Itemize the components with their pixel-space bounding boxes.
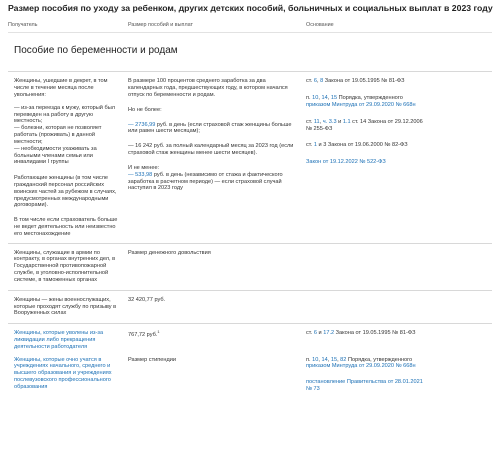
recipient-link[interactable]: Женщины, которые очно учатся в учреждениях начального, среднего и высшего образования и учреждениях послевузовского профессионального образования [14,356,112,390]
amount-text: — 16 242 руб. за полный календарный месяц за 2023 год (если страховой стаж женщины менее шести месяцев). [128,143,294,157]
basis-text [306,159,426,166]
amount-cell [128,250,298,284]
order-point-link[interactable]: 15 [330,95,338,102]
table-header [8,22,492,34]
column-header-amount: Размер пособий и выплат [128,21,193,28]
recipient-text: — необходимости ухаживать за больными членами семьи или инвалидами I группы [14,145,97,166]
basis-text: п. 10, 14, 15 Порядка, утвержденного приказом Минтруда от 29.09.2020 № 668н [306,95,416,109]
law-article-link[interactable]: 8 [320,78,324,85]
law-article-link[interactable]: 6 [313,78,317,85]
amount-text: В размере 100 процентов среднего заработка за два календарных года, предшествующих году, в котором начался отпуск по беременности и родам. [128,78,288,99]
table-row [8,290,492,323]
order-point-link[interactable]: 10 [312,356,319,363]
basis-cell [306,250,426,284]
amount-text: Но не более: [128,106,162,113]
recipient-text: — болезни, которая не позволяет работать (проживать) в данной местности; [14,125,102,145]
basis-cell [306,297,426,317]
recipient-cell [8,357,120,393]
column-header-recipient: Получатель [8,21,38,28]
basis-text: п. 10, 14, 15, 82 Порядка, утвержденного приказом Минтруда от 29.09.2020 № 668н [306,356,416,370]
amount-text: — 2736,99 руб. в день (если страховой стаж женщины больше или равен шести месяцам); [128,121,292,135]
page-title: Размер пособия по уходу за ребенком, других детских пособий, больничных и социальных выплат в 2023 году [8,3,493,13]
recipient-text: — из-за переезда к мужу, который был переведен на работу в другую местность; [14,104,115,125]
basis-text: ст. 1 и 3 Закона от 19.06.2000 № 82-ФЗ [306,142,408,149]
max-daily-amount-link[interactable]: — 2736,99 [128,121,156,128]
basis-text: ст. 11, ч. 3.3 и 1.1 ст. 14 Закона от 29.12.2006 № 255-ФЗ [306,118,423,132]
table-row [8,71,492,242]
recipient-text: В том числе если страхователь больше не ведет деятельность или неизвестно его местонахождение [14,217,118,237]
basis-text: ст. 6 и 17.2 Закона от 19.05.1995 № 81-ФЗ [306,330,416,337]
recipient-text: Работающие женщины (в том числе гражданский персонал российских воинских частей за рубежом в случаях, предусмотренных международными договорами). [14,175,117,209]
law-link[interactable]: Закон от 19.12.2022 № 522-ФЗ [306,159,386,166]
amount-cell [128,357,298,393]
order-point-link[interactable]: 10 [312,95,319,102]
basis-cell [306,78,426,237]
recipient-link[interactable]: Женщины, которые уволены из-за ликвидации либо прекращения деятельности работодателя [14,330,104,350]
order-point-link[interactable]: 82 [340,356,347,363]
recipient-cell [8,78,120,237]
table-row [8,243,492,290]
table-row [8,356,492,398]
law-article-link[interactable]: 11 [313,118,320,125]
amount-text: Размер стипендии [128,356,177,363]
amount-text: — 533,98 руб. в день (независимо от стажа и фактического заработка в расчетном периоде) — если страховой случай наступил в 2023 году [128,171,283,192]
mintrud-order-link[interactable]: приказом Минтруда от 29.09.2020 № 668н [306,102,416,109]
order-point-link[interactable]: 15 [330,356,338,363]
amount-text: 32 420,77 руб. [128,296,166,303]
basis-text [306,379,426,393]
min-daily-amount-link[interactable]: — 533,98 [128,171,153,178]
recipient-text: Женщины, служащие в армии по контракту, в органах внутренних дел, в Государственной противопожарной службе, в уголовно-исполнительной системе, в таможенных органах [14,249,116,283]
order-point-link[interactable]: 14 [321,95,328,102]
recipient-text: Женщины — жены военнослужащих, которые проходят службу по призыву в Вооруженных силах [14,296,117,317]
law-article-link[interactable]: 1.1 [342,118,351,125]
law-article-link[interactable]: 17.2 [323,330,335,337]
amount-cell [128,330,298,350]
government-decree-link[interactable]: постановление Правительства от 28.01.2021 № 73 [306,379,423,393]
section-title: Пособие по беременности и родам [14,45,178,57]
basis-cell [306,330,426,350]
recipient-cell [8,250,120,284]
law-article-link[interactable]: ч. 3.3 [322,118,337,125]
mintrud-order-link[interactable]: приказом Минтруда от 29.09.2020 № 668н [306,363,416,370]
law-article-link[interactable]: 6 [313,330,317,337]
amount-cell [128,297,298,317]
recipient-text: Женщины, ушедшие в декрет, в том числе в течение месяца после увольнения: [14,78,108,99]
recipient-cell [8,297,120,317]
law-article-link[interactable]: 1 [313,142,317,149]
basis-cell [306,357,426,393]
table-row [8,323,492,355]
basis-text: ст. 6, 8 Закона от 19.05.1995 № 81-ФЗ [306,78,405,85]
amount-text: 767,72 руб.$^1$ [128,329,160,338]
amount-text: Размер денежного довольствия [128,249,211,256]
order-point-link[interactable]: 14 [321,356,328,363]
recipient-cell [8,330,120,350]
amount-text: И не менее: [128,164,160,171]
column-header-basis: Основание [306,21,334,28]
footnote-marker: 1 [157,329,160,335]
amount-cell [128,78,298,237]
